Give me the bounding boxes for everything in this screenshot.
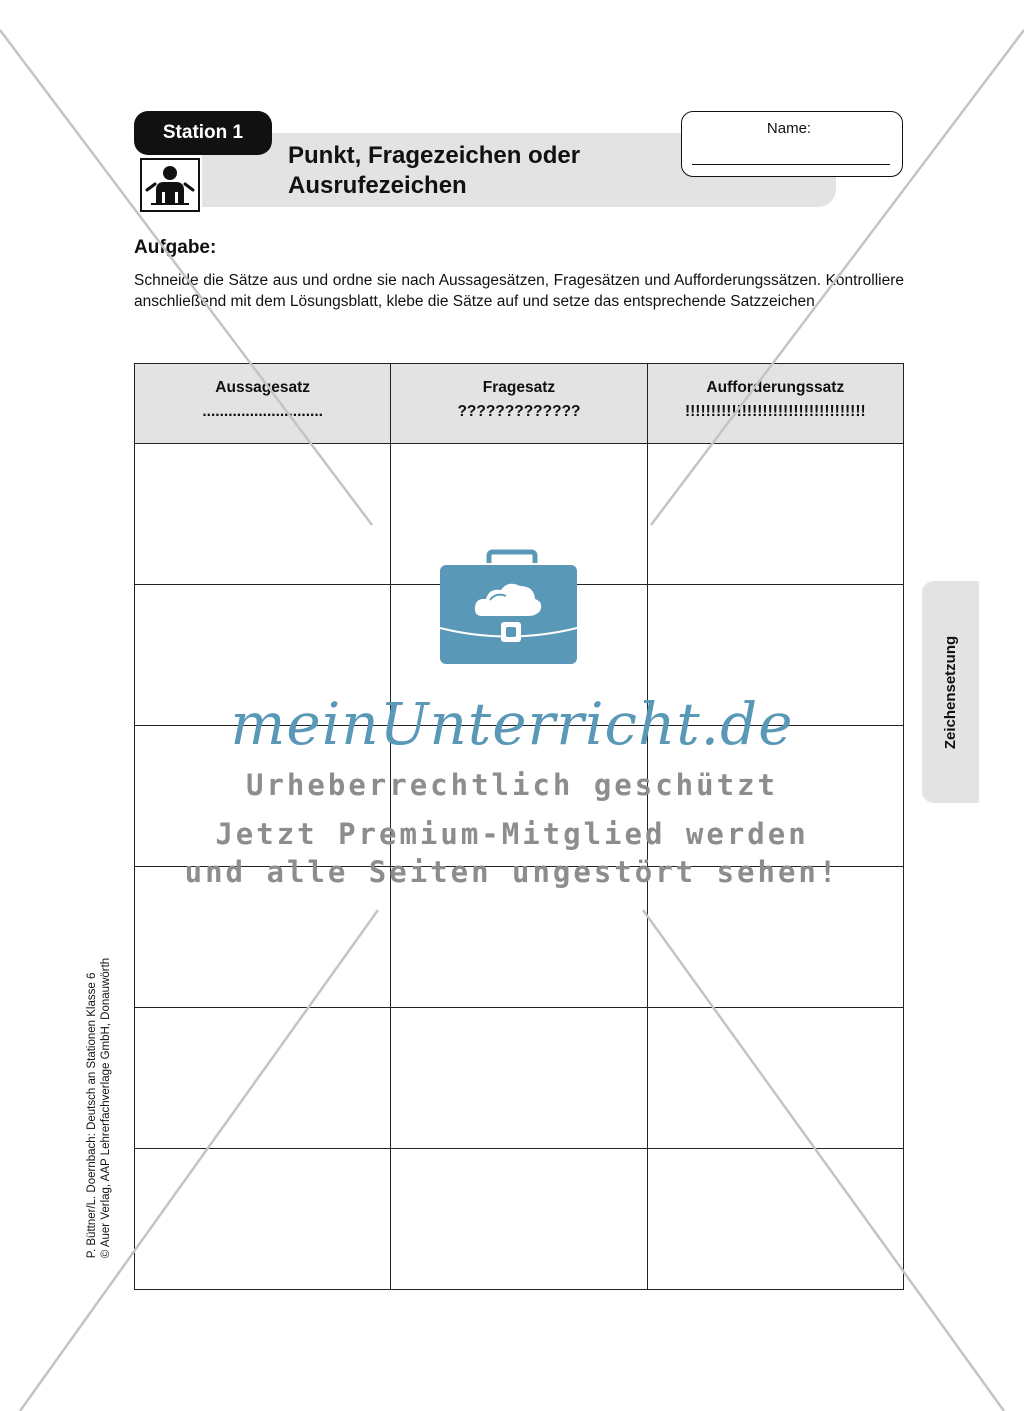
watermark-premium: Jetzt Premium-Mitglied werden (215, 817, 809, 851)
page-title-line2: Ausrufezeichen (288, 172, 467, 199)
name-label: Name: (766, 120, 812, 137)
table-cell (647, 1008, 903, 1149)
task-text: Schneide die Sätze aus und ordne sie nach Aussagesätzen, Fragesätzen und Aufforderungssätzen. Kontrolliere anschließend mit dem Lösungsblatt, klebe die Sätze auf und setze das entsprechende Satzzeichen. (134, 272, 904, 310)
table-header-row (135, 364, 904, 444)
task-heading: Aufgabe: (134, 237, 217, 258)
column-marks: ............................ (202, 403, 323, 420)
column-header-fragesatz (391, 364, 647, 444)
page-title (288, 141, 688, 201)
watermark-copyright: Urheberrechtlich geschützt (246, 768, 778, 802)
table-cell (647, 444, 903, 585)
watermark-brand: meinUnterricht.de (230, 690, 794, 758)
table-cell (135, 1149, 391, 1290)
page-title-line1: Punkt, Fragezeichen oder (288, 142, 581, 169)
table-cell (135, 1008, 391, 1149)
station-badge: Station 1 (134, 111, 272, 155)
side-tab-label: Zeichensetzung (942, 635, 960, 749)
single-work-icon (140, 158, 200, 212)
table-row (135, 1149, 904, 1290)
person-icon (142, 160, 198, 210)
column-header-aussagesatz (135, 364, 391, 444)
column-header-aufforderungssatz (647, 364, 903, 444)
table-cell (391, 1149, 647, 1290)
credit-line1: P. Büttner/L. Doernbach: Deutsch an Stationen Klasse 6 (86, 972, 98, 1258)
table-row (135, 1008, 904, 1149)
credit-line2: © Auer Verlag, AAP Lehrerfachverlage GmbH, Donauwörth (100, 957, 112, 1258)
table-cell (391, 444, 647, 585)
table-row (135, 444, 904, 585)
table-cell (135, 444, 391, 585)
column-marks: ????????????? (457, 403, 581, 420)
name-box (681, 111, 903, 177)
table-cell (391, 1008, 647, 1149)
column-title: Aussagesatz (215, 379, 311, 396)
copyright-credit (84, 940, 114, 1275)
column-title: Fragesatz (482, 379, 556, 396)
name-write-line (692, 164, 890, 165)
column-marks: !!!!!!!!!!!!!!!!!!!!!!!!!!!!!!!!!!! (684, 403, 866, 420)
watermark-unlock: und alle Seiten ungestört sehen! (184, 855, 840, 889)
column-title: Aufforderungssatz (706, 379, 845, 396)
table-cell (647, 1149, 903, 1290)
